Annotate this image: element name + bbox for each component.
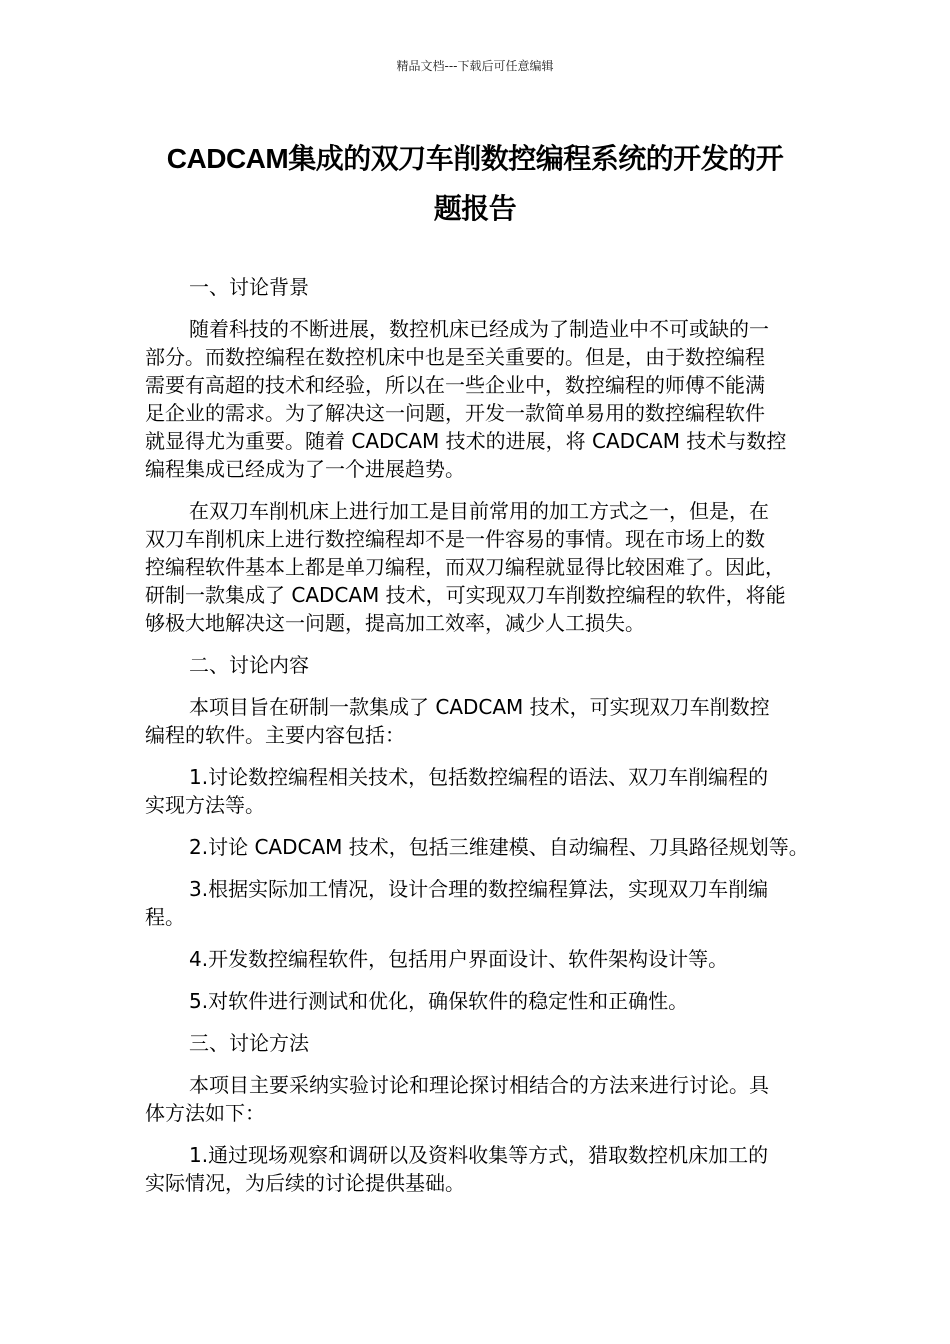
- paragraph-line: 双刀车削机床上进行数控编程却不是一件容易的事情。现在市场上的数: [145, 527, 765, 551]
- paragraph-line: 2.讨论 CADCAM 技术，包括三维建模、自动编程、刀具路径规划等。: [189, 835, 809, 859]
- section-heading-content: 二、讨论内容: [189, 653, 309, 677]
- paragraph-line: 本项目旨在研制一款集成了 CADCAM 技术，可实现双刀车削数控: [189, 695, 770, 719]
- paragraph-line: 1.讨论数控编程相关技术，包括数控编程的语法、双刀车削编程的: [189, 765, 769, 789]
- paragraph-line: 1.通过现场观察和调研以及资料收集等方式，猎取数控机床加工的: [189, 1143, 769, 1167]
- list-item: [145, 833, 820, 861]
- page-header: 精品文档---下载后可任意编辑: [396, 59, 554, 73]
- paragraph-line: 实际情况，为后续的讨论提供基础。: [145, 1171, 465, 1195]
- list-item: [145, 987, 820, 1015]
- document-title-line-1: CADCAM集成的双刀车削数控编程系统的开发的开: [166, 143, 784, 174]
- paragraph-line: 随着科技的不断进展，数控机床已经成为了制造业中不可或缺的一: [189, 317, 769, 341]
- document-title: [120, 134, 830, 234]
- paragraph-line: 程。: [145, 905, 185, 929]
- paragraph: [145, 1071, 820, 1127]
- list-item: [145, 763, 820, 819]
- paragraph-line: 部分。而数控编程在数控机床中也是至关重要的。但是，由于数控编程: [145, 345, 765, 369]
- document-title-line-2: 题报告: [433, 193, 517, 224]
- list-item: [145, 875, 820, 931]
- paragraph-line: 本项目主要采纳实验讨论和理论探讨相结合的方法来进行讨论。具: [189, 1073, 769, 1097]
- paragraph-line: 4.开发数控编程软件，包括用户界面设计、软件架构设计等。: [189, 947, 729, 971]
- list-item: [145, 945, 820, 973]
- paragraph-line: 够极大地解决这一问题，提高加工效率，减少人工损失。: [145, 611, 645, 635]
- paragraph-line: 编程集成已经成为了一个进展趋势。: [145, 457, 465, 481]
- paragraph-line: 实现方法等。: [145, 793, 265, 817]
- paragraph: [145, 497, 820, 637]
- paragraph-line: 5.对软件进行测试和优化，确保软件的稳定性和正确性。: [189, 989, 689, 1013]
- paragraph-line: 3.根据实际加工情况，设计合理的数控编程算法，实现双刀车削编: [189, 877, 769, 901]
- paragraph-line: 编程的软件。主要内容包括：: [145, 723, 405, 747]
- paragraph: [145, 315, 820, 483]
- paragraph-line: 需要有高超的技术和经验，所以在一些企业中，数控编程的师傅不能满: [145, 373, 765, 397]
- paragraph-line: 研制一款集成了 CADCAM 技术，可实现双刀车削数控编程的软件，将能: [145, 583, 786, 607]
- paragraph-line: 控编程软件基本上都是单刀编程，而双刀编程就显得比较困难了。因此，: [145, 555, 785, 579]
- paragraph-line: 在双刀车削机床上进行加工是目前常用的加工方式之一，但是，在: [189, 499, 769, 523]
- section-heading-method: 三、讨论方法: [189, 1031, 309, 1055]
- paragraph-line: 体方法如下：: [145, 1101, 265, 1125]
- list-item: [145, 1141, 820, 1197]
- section-heading-background: 一、讨论背景: [189, 275, 309, 299]
- document-body: [145, 273, 820, 1211]
- paragraph-line: 就显得尤为重要。随着 CADCAM 技术的进展，将 CADCAM 技术与数控: [145, 429, 787, 453]
- paragraph-line: 足企业的需求。为了解决这一问题，开发一款简单易用的数控编程软件: [145, 401, 765, 425]
- paragraph: [145, 693, 820, 749]
